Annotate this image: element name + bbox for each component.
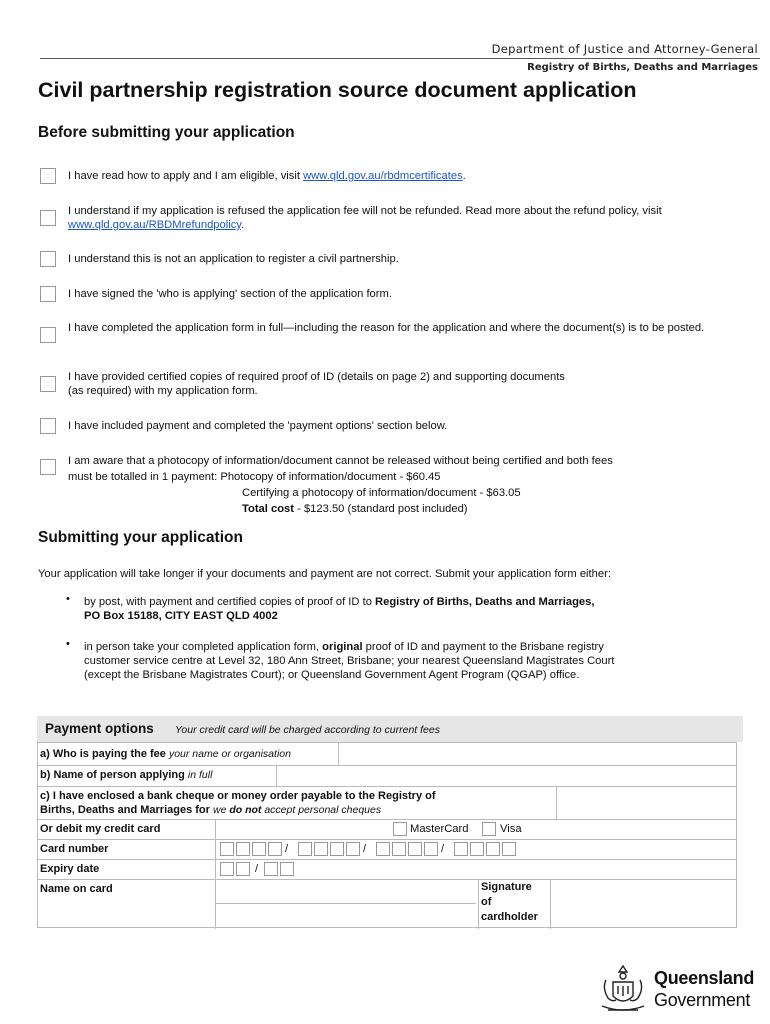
row-expiry: Expiry date / (38, 859, 736, 880)
row-card-number: Card number / / / (38, 839, 736, 860)
signature-label: Signature of cardholder (481, 881, 538, 923)
submit-by-post: by post, with payment and certified copies of proof of ID to Registry of Births, Deaths and Marriages, PO Box 15188, CITY EAST QLD 4002 (84, 596, 595, 622)
card-number-separator: / (441, 843, 445, 855)
checkbox-completed[interactable] (40, 327, 56, 343)
row-debit: Or debit my credit card MasterCard Visa (38, 819, 736, 840)
card-number-box-9[interactable] (376, 842, 390, 856)
card-number-box-13[interactable] (454, 842, 468, 856)
card-number-box-5[interactable] (298, 842, 312, 856)
certificates-link[interactable]: www.qld.gov.au/rbdmcertificates (303, 170, 463, 182)
row-name-on-card: Name on card (38, 879, 736, 929)
checkbox-signed[interactable] (40, 286, 56, 302)
card-number-box-6[interactable] (314, 842, 328, 856)
submitting-heading: Submitting your application (38, 529, 243, 546)
queensland-government-logo (596, 962, 756, 1016)
bullet-post: • (66, 593, 70, 605)
payment-options-note: Your credit card will be charged according to current fees (175, 724, 440, 736)
registry-name: Registry of Births, Deaths and Marriages (527, 62, 758, 73)
coat-of-arms-icon (596, 962, 650, 1016)
card-number-box-14[interactable] (470, 842, 484, 856)
card-number-separator: / (285, 843, 289, 855)
card-number-box-8[interactable] (346, 842, 360, 856)
submitting-intro: Your application will take longer if your documents and payment are not correct. Submit your application form either: (38, 568, 611, 580)
payment-table (37, 742, 737, 928)
card-number-box-3[interactable] (252, 842, 266, 856)
submit-in-person: in person take your completed application form, original proof of ID and payment to the Brisbane registry customer service centre at Level 32, 180 Ann Street, Brisbane; your nearest Queensland Magistrates Court (except the Brisbane Magistrates Court); or Queensland Government Agent Program (QGAP) office. (84, 641, 615, 681)
visa-checkbox[interactable] (482, 822, 496, 836)
card-number-separator: / (363, 843, 367, 855)
logo-government: Government (654, 990, 751, 1010)
page-title: Civil partnership registration source document application (38, 78, 637, 102)
checkbox-not-registration[interactable] (40, 251, 56, 267)
expiry-year-box-1[interactable] (264, 862, 278, 876)
applicant-name-field[interactable] (278, 765, 736, 786)
name-on-card-field-2[interactable] (216, 904, 476, 928)
card-number-box-16[interactable] (502, 842, 516, 856)
checkbox-photocopy[interactable] (40, 459, 56, 475)
header-rule (40, 58, 760, 59)
expiry-year-box-2[interactable] (280, 862, 294, 876)
card-number-box-15[interactable] (486, 842, 500, 856)
who-paying-field[interactable] (340, 743, 736, 765)
expiry-month-box-1[interactable] (220, 862, 234, 876)
row-who-paying: a) Who is paying the fee your name or organisation (38, 743, 736, 766)
card-number-box-7[interactable] (330, 842, 344, 856)
mastercard-checkbox[interactable] (393, 822, 407, 836)
name-on-card-field[interactable] (216, 879, 476, 904)
checkbox-payment[interactable] (40, 418, 56, 434)
checkbox-eligible[interactable] (40, 168, 56, 184)
row-cheque: c) I have enclosed a bank cheque or money order payable to the Registry of Births, Deaths and Marriages for we do not accept personal cheques (38, 786, 736, 820)
department-name: Department of Justice and Attorney-General (491, 42, 758, 56)
bullet-in-person: • (66, 638, 70, 650)
before-heading: Before submitting your application (38, 124, 295, 141)
logo-queensland: Queensland (654, 968, 755, 988)
card-number-box-10[interactable] (392, 842, 406, 856)
refund-policy-link[interactable]: www.qld.gov.au/RBDMrefundpolicy (68, 219, 242, 231)
expiry-separator: / (255, 863, 259, 875)
checkbox-certified-copies[interactable] (40, 376, 56, 392)
row-applicant-name: b) Name of person applying in full (38, 765, 736, 787)
card-number-box-1[interactable] (220, 842, 234, 856)
expiry-month-box-2[interactable] (236, 862, 250, 876)
cheque-amount-field[interactable] (558, 786, 736, 819)
card-number-box-4[interactable] (268, 842, 282, 856)
card-number-box-2[interactable] (236, 842, 250, 856)
checkbox-refund[interactable] (40, 210, 56, 226)
card-number-box-11[interactable] (408, 842, 422, 856)
payment-options-header (37, 716, 743, 742)
signature-field[interactable] (552, 879, 736, 929)
payment-options-title: Payment options (45, 721, 154, 736)
card-number-box-12[interactable] (424, 842, 438, 856)
